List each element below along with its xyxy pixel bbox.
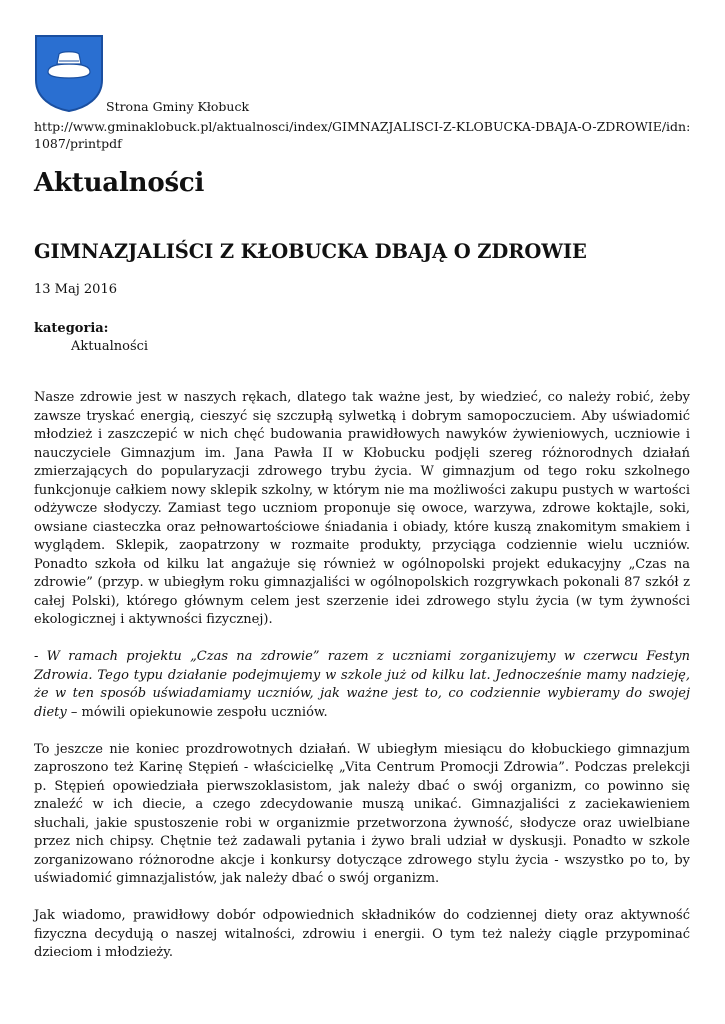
article-body [34,389,690,981]
article-title: GIMNAZJALIŚCI Z KŁOBUCKA DBAJĄ O ZDROWIE [34,240,587,263]
article-paragraph: To jeszcze nie koniec prozdrowotnych działań. W ubiegłym miesiącu do kłobuckiego gimnazjum zaproszono też Karinę Stępień - właścicielkę „Vita Centrum Promocji Zdrowia”. Podczas prelekcji p. Stępień opowiedziała pierwszoklasistom, jak należy dbać o swój organizm, co powinno się znaleźć w ich diecie, a czego zdecydowanie muszą unikać. Gimnazjaliści z zaciekawieniem słuchali, jakie spustoszenie robi w organizmie przetworzona żywność, słodycze oraz uwielbiane przez nich chipsy. Chętnie też zadawali pytania i żywo brali udział w dyskusji. Ponadto w szkole zorganizowano różnorodne akcje i konkursy dotyczące zdrowego stylu życia - wszystko po to, by uświadomić gimnazjalistów, jak należy dbać o swój organizm. [34,741,690,886]
article-quote [34,648,690,722]
article-paragraph: Nasze zdrowie jest w naszych rękach, dlatego tak ważne jest, by wiedzieć, co należy robić, żeby zawsze tryskać energią, cieszyć się szczupłą sylwetką i dobrym samopoczuciem. Aby uświadomić młodzież i zaszczepić w nich chęć budowania prawidłowych nawyków żywieniowych, uczniowie i nauczyciele Gimnazjum im. Jana Pawła II w Kłobucku podjęli szereg różnorodnych działań zmierzających do popularyzacji zdrowego trybu życia. W gimnazjum od tego roku szkolnego funkcjonuje całkiem nowy sklepik szkolny, w którym nie ma możliwości zakupu pustych w wartości odżywcze słodyczy. Zamiast tego uczniom proponuje się owoce, warzywa, zdrowe koktajle, soki, owsiane ciasteczka oraz pełnowartościowe śniadania i obiady, które kuszą znakomitym smakiem i wyglądem. Sklepik, zaopatrzony w rozmaite produkty, przyciąga codziennie wielu uczniów. Ponadto szkoła od kilku lat angażuje się również w ogólnopolski projekt edukacyjny „Czas na zdrowie” (przyp. w ubiegłym roku gimnazjaliści w ogólnopolskich rozgrywkach pokonali 87 szkół z całej Polski), którego głównym celem jest szerzenie idei zdrowego stylu życia (w tym żywności ekologicznej i aktywności fizycznej). [34,390,690,627]
article-date: 13 Maj 2016 [34,282,117,297]
article-paragraph: Jak wiadomo, prawidłowy dobór odpowiednich składników do codziennej diety oraz aktywność fizyczna decydują o naszej witalności, zdrowiu i energii. O tym też należy ciągle przypominać dzieciom i młodzieży. [34,908,690,960]
page-url: http://www.gminaklobuck.pl/aktualnosci/index/GIMNAZJALISCI-Z-KLOBUCKA-DBAJA-O-ZDROWIE/idn:1087/printpdf [34,119,691,151]
category-label: kategoria: [34,321,109,336]
coat-of-arms-icon [34,34,104,112]
category-value: Aktualności [71,339,149,354]
quote-tail-text: – mówili opiekunowie zespołu uczniów. [66,704,328,720]
section-title: Aktualności [34,168,205,198]
quote-italic-text: - W ramach projektu „Czas na zdrowie” razem z uczniami zorganizujemy w czerwcu Festyn Zdrowia. Tego typu działanie podejmujemy w szkole już od kilku lat. Jednocześnie mamy nadzieję, że w ten sposób uświadamiamy uczniów, jak ważne jest to, co codziennie wybieramy do swojej diety [34,649,690,720]
site-name: Strona Gminy Kłobuck [106,99,250,114]
